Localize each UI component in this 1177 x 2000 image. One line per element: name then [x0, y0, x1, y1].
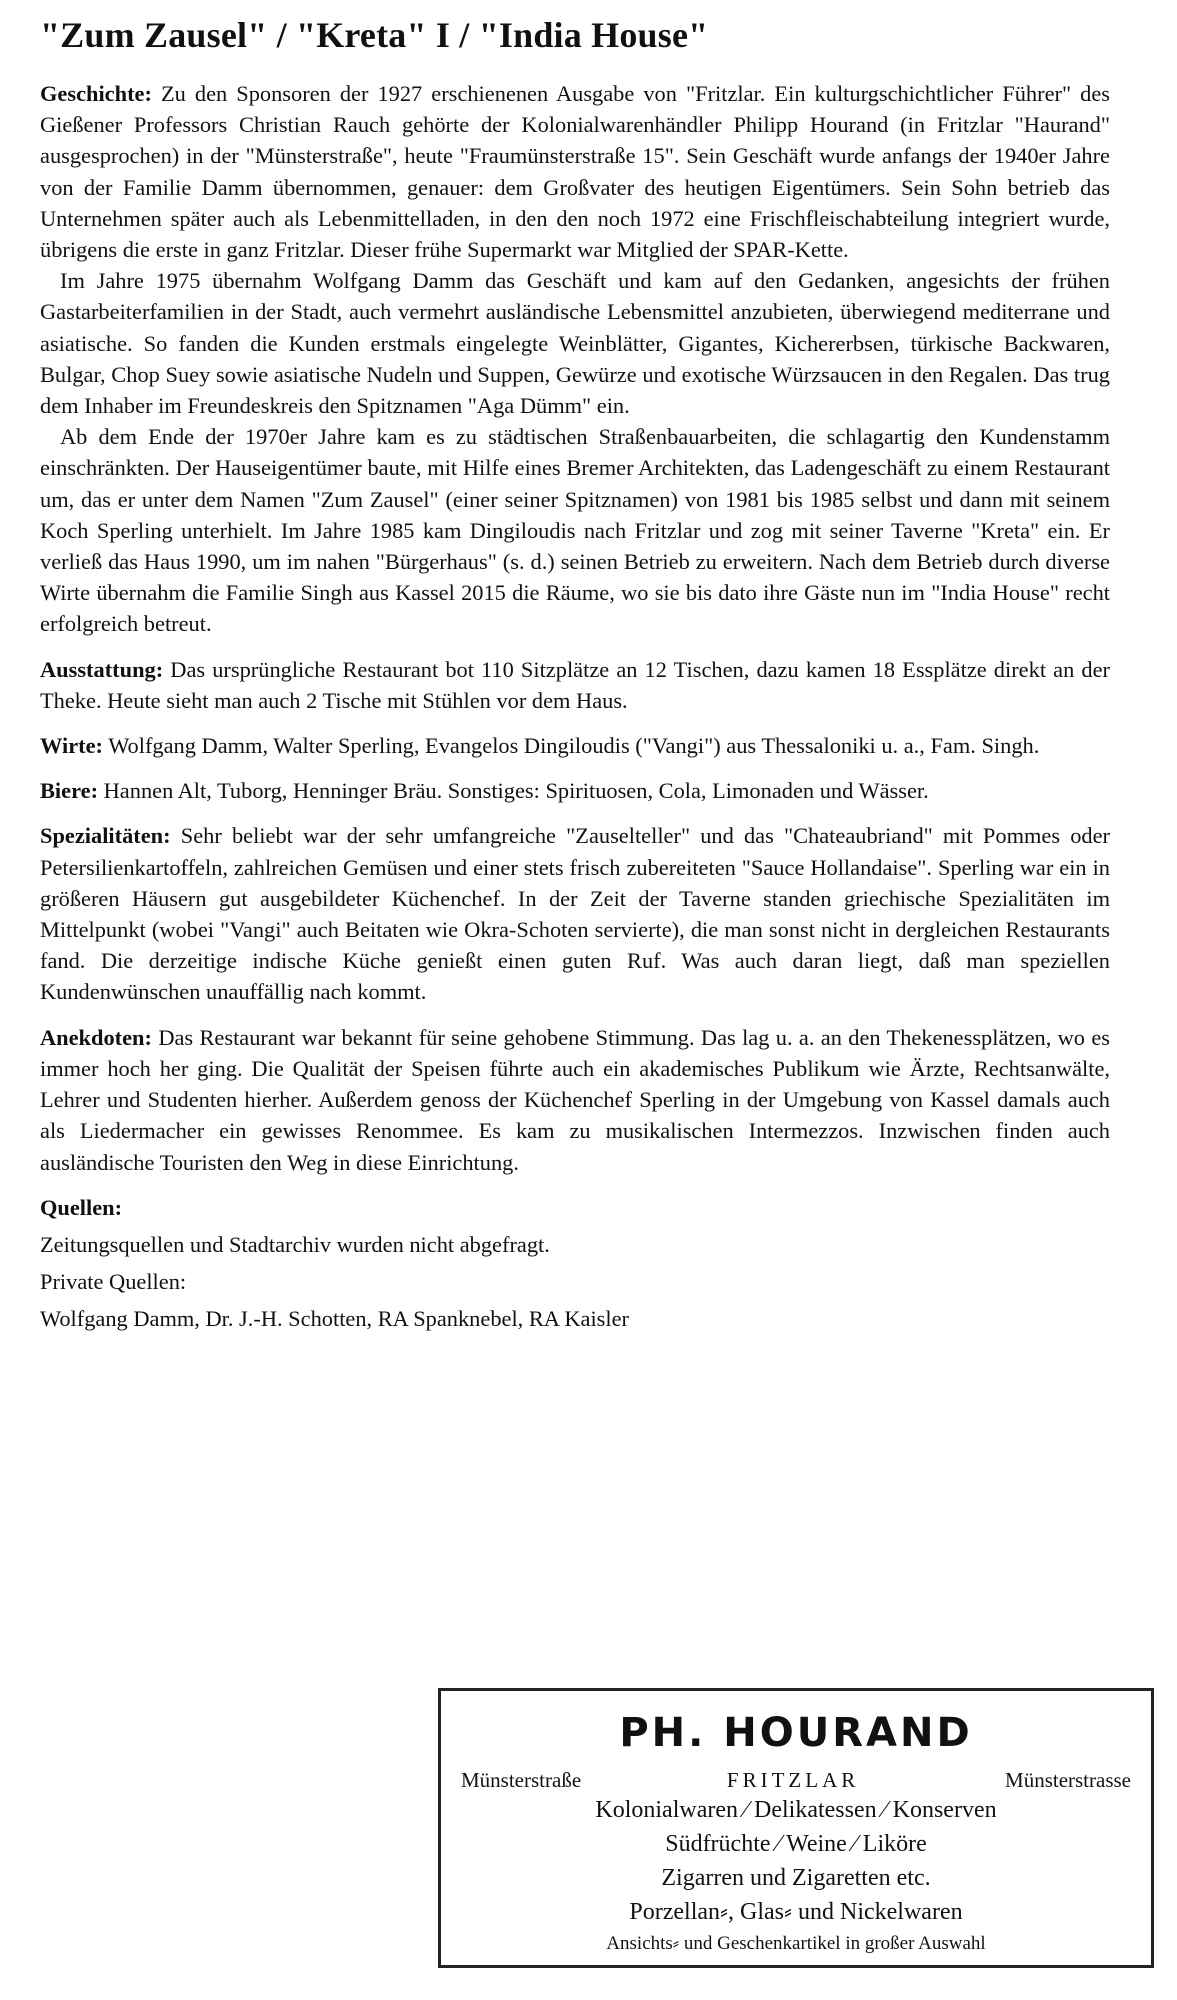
section-quellen: [40, 1192, 1110, 1335]
geschichte-paragraph-2: Im Jahre 1975 übernahm Wolfgang Damm das Geschäft und kam auf den Gedanken, angesichts der frühen Gastarbeiterfamilien in der Stadt, auch vermehrt ausländische Lebensmittel anzubieten, überwiegend mediterrane und asiatische. So fanden die Kunden erstmals eingelegte Weinblätter, Gigantes, Kichererbsen, türkische Backwaren, Bulgar, Chop Suey sowie asiatische Nudeln und Suppen, Gewürze und exotische Würzsaucen in den Regalen. Das trug dem Inhaber im Freundeskreis den Spitznamen "Aga Dümm" ein.: [40, 268, 1110, 419]
ad-address-row: [441, 1767, 1151, 1793]
ad-line-1: Kolonialwaren ⁄ Delikatessen ⁄ Konserven: [595, 1797, 997, 1823]
ad-street-left: Münsterstraße: [461, 1768, 582, 1792]
ausstattung-text: Das ursprüngliche Restaurant bot 110 Sitzplätze an 12 Tischen, dazu kamen 18 Essplätze direkt an der Theke. Heute sieht man auch 2 Tische mit Stühlen vor dem Haus.: [40, 656, 1110, 713]
quellen-line-2: Private Quellen:: [40, 1269, 187, 1295]
ad-town: FRITZLAR: [726, 1768, 860, 1792]
ad-line-5: Ansichts⸗ und Geschenkartikel in großer Auswahl: [606, 1933, 986, 1954]
section-ausstattung: [40, 654, 1110, 716]
spezialitaeten-text: Sehr beliebt war der sehr umfangreiche "Zauselteller" und das "Chateaubriand" mit Pommes oder Petersilienkartoffeln, zahlreichen Gemüsen und einer stets frisch zubereiteten "Sauce Hollandaise". Sperling war ein in größeren Häusern gut ausgebildeter Küchenchef. In der Zeit der Taverne standen griechische Spezialitäten im Mittelpunkt (wobei "Vangi" auch Beitaten wie Okra-Schoten servierte), die man sonst nicht in dergleichen Restaurants fand. Die derzeitige indische Küche genießt einen guten Ruf. Was auch daran liegt, daß man speziellen Kundenwünschen unauffällig nach kommt.: [40, 823, 1110, 1005]
section-geschichte: [40, 78, 1110, 640]
biere-text: Hannen Alt, Tuborg, Henninger Bräu. Sonstiges: Spirituosen, Cola, Limonaden und Wässer.: [103, 778, 929, 804]
section-spezialitaeten: [40, 820, 1110, 1007]
section-wirte: [40, 730, 1110, 761]
label-geschichte: Geschichte:: [40, 81, 152, 106]
section-biere: [40, 775, 1110, 806]
ad-line-2: Südfrüchte ⁄ Weine ⁄ Liköre: [665, 1831, 927, 1857]
label-wirte: Wirte:: [40, 733, 103, 759]
label-quellen: Quellen:: [40, 1194, 123, 1220]
page-title: "Zum Zausel" / "Kreta" I / "India House": [40, 15, 709, 55]
section-anekdoten: [40, 1022, 1110, 1178]
ad-street-right: Münsterstrasse: [1005, 1768, 1131, 1792]
label-spezialitaeten: Spezialitäten:: [40, 823, 171, 849]
label-anekdoten: Anekdoten:: [40, 1024, 152, 1050]
ad-line-4: Porzellan⸗, Glas⸗ und Nickelwaren: [629, 1899, 963, 1925]
document-body: [40, 78, 1110, 1341]
wirte-text: Wolfgang Damm, Walter Sperling, Evangelos Dingiloudis ("Vangi") aus Thessaloniki u. a., Fam. Singh.: [108, 733, 1040, 759]
hourand-advertisement: [438, 1688, 1154, 1968]
ad-brand: PH. HOURAND: [619, 1710, 973, 1756]
anekdoten-text: Das Restaurant war bekannt für seine gehobene Stimmung. Das lag u. a. an den Thekenessplätzen, wo es immer hoch her ging. Die Qualität der Speisen führte auch ein akademisches Publikum wie Ärzte, Rechtsanwälte, Lehrer und Studenten hierher. Außerdem genoss der Küchenchef Sperling in der Umgebung von Kassel damals auch als Liedermacher ein gewisses Renommee. Es kam zu musikalischen Intermezzos. Inzwischen finden auch ausländische Touristen den Weg in diese Einrichtung.: [40, 1024, 1111, 1175]
label-ausstattung: Ausstattung:: [40, 656, 164, 682]
quellen-line-1: Zeitungsquellen und Stadtarchiv wurden nicht abgefragt.: [40, 1231, 550, 1257]
ad-line-3: Zigarren und Zigaretten etc.: [661, 1865, 931, 1891]
quellen-line-3: Wolfgang Damm, Dr. J.-H. Schotten, RA Spanknebel, RA Kaisler: [40, 1306, 629, 1332]
geschichte-paragraph-3: Ab dem Ende der 1970er Jahre kam es zu städtischen Straßenbauarbeiten, die schlagartig den Kundenstamm einschränkten. Der Hauseigentümer baute, mit Hilfe eines Bremer Architekten, das Ladengeschäft zu einem Restaurant um, das er unter dem Namen "Zum Zausel" (einer seiner Spitznamen) von 1981 bis 1985 selbst und dann mit seinem Koch Sperling unterhielt. Im Jahre 1985 kam Dingiloudis nach Fritzlar und zog mit seiner Taverne "Kreta" ein. Er verließ das Haus 1990, um im nahen "Bürgerhaus" (s. d.) seinen Betrieb zu erweitern. Nach dem Betrieb durch diverse Wirte übernahm die Familie Singh aus Kassel 2015 die Räume, wo sie bis dato ihre Gäste nun im "India House" recht erfolgreich betreut.: [40, 424, 1110, 637]
geschichte-paragraph-1: Zu den Sponsoren der 1927 erschienenen Ausgabe von "Fritzlar. Ein kulturgschichtlicher Führer" des Gießener Professors Christian Rauch gehörte der Kolonialwarenhändler Philipp Hourand (in Fritzlar "Haurand" ausgesprochen) in der "Münsterstraße", heute "Fraumünsterstraße 15". Sein Geschäft wurde anfangs der 1940er Jahre von der Familie Damm übernommen, genauer: dem Großvater des heutigen Eigentümers. Sein Sohn betrieb das Unternehmen später auch als Lebenmittelladen, in den den noch 1972 eine Frischfleischabteilung integriert wurde, übrigens die erste in ganz Fritzlar. Dieser frühe Supermarkt war Mitglied der SPAR-Kette.: [40, 81, 1110, 263]
label-biere: Biere:: [40, 778, 99, 804]
